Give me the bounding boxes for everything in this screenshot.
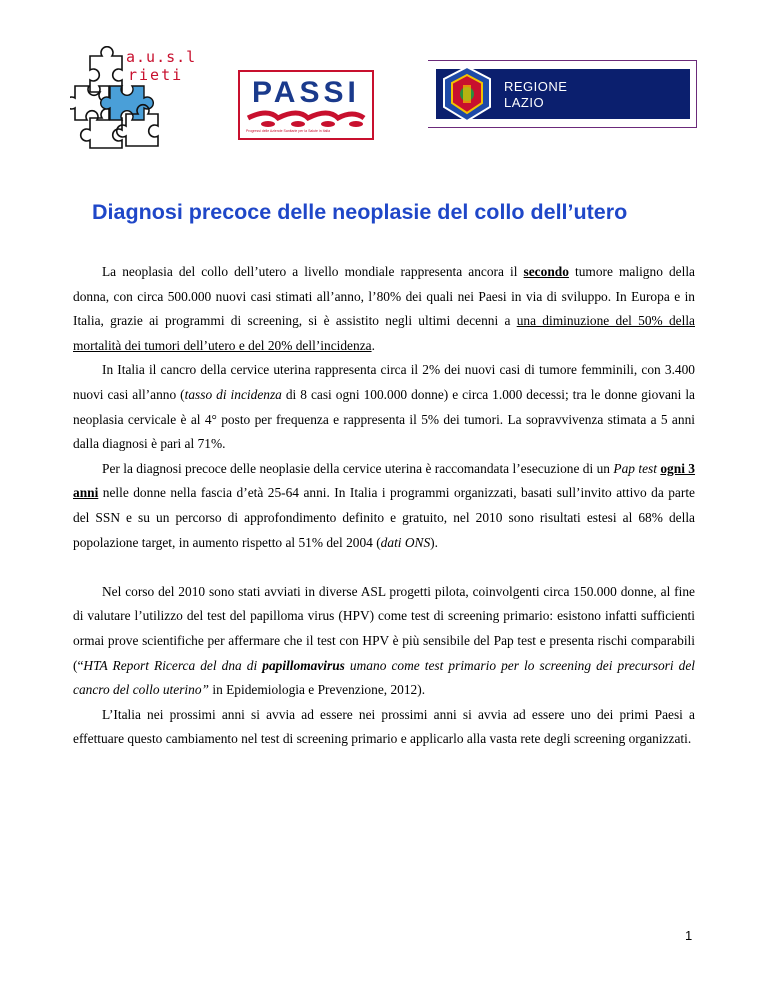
lazio-text-line1: REGIONE [504,79,568,94]
document-body [73,260,695,752]
paragraph-4: Nel corso del 2010 sono stati avviati in diverse ASL progetti pilota, coinvolgenti circa 150.000 donne, al fine di valutare l’utilizzo del test del papilloma virus (HPV) come test di screening primario: esistono infatti sufficienti ormai prove scientifiche per affermare che il test con HPV è più sensibile del Pap test e presenta rischi comparabili (“HTA Report Ricerca del dna di papillomavirus umano come test primario per lo screening dei precursori del cancro del collo uterino” in Epidemiologia e Prevenzione, 2012). [73,583,695,698]
italic-tasso-incidenza: tasso di incidenza [184,386,282,402]
document-title: Diagnosi precoce delle neoplasie del collo dell’utero [92,200,628,224]
ausl-text-line2: rieti [128,66,184,84]
paragraph-5: L’Italia nei prossimi anni si avvia ad essere nei prossimi anni si avvia ad essere uno dei primi Paesi a effettuare questo cambiamento nel test di screening primario e applicarlo alla vasta rete degli screening organizzati. [73,706,695,747]
citation-papillomavirus: papillomavirus [262,657,345,673]
italic-pap-test: Pap test [613,460,657,476]
lazio-coat-of-arms-icon [440,65,494,123]
paragraph-1: La neoplasia del collo dell’utero a livello mondiale rappresenta ancora il secondo tumore maligno della donna, con circa 500.000 nuovi casi stimati all’anno, l’80% dei quali nei Paesi in via di sviluppo. In Europa e in Italia, grazie ai programmi di screening, si è assistito negli ultimi decenni a una diminuzione del 50% della mortalità dei tumori dell’utero e del 20% dell’incidenza. [73,264,695,353]
lazio-text-line2: LAZIO [504,95,545,110]
passi-tagline: Progressi delle Aziende Sanitarie per la Salute in Italia [246,129,331,133]
italic-dati-ons: dati ONS [380,534,431,550]
ausl-rieti-logo [70,46,197,151]
underlined-statistic: una diminuzione del 50% della mortalità dei tumori dell’utero e del 20% dell’incidenza [73,313,695,353]
citation-title-part1: HTA Report Ricerca del dna di [83,657,263,673]
regione-lazio-logo [428,60,697,128]
citation-title-part2: umano come test primario per lo screening dei precursori del cancro del collo uterino” [73,657,695,698]
page-number: 1 [685,928,693,943]
ausl-text-line1: a.u.s.l [126,48,197,66]
emphasis-ogni-3-anni: ogni 3 anni [73,460,696,501]
paragraph-2: In Italia il cancro della cervice uterina rappresenta circa il 2% dei nuovi casi di tumore femminili, con 3.400 nuovi casi all’anno (tasso di incidenza di 8 casi ogni 100.000 donne) e circa 1.000 decessi; tra le donne giovani la neoplasia cervicale è al 4° posto per frequenza e rappresenta il 5% dei tumori. La sopravvivenza stimata a 5 anni dalla diagnosi è pari al 71%. [73,362,695,452]
passi-wordmark: PASSI [252,76,360,109]
emphasis-secondo: secondo [523,264,569,279]
passi-logo [238,70,374,140]
paragraph-3: Per la diagnosi precoce delle neoplasie della cervice uterina è raccomandata l’esecuzione di un Pap test ogni 3 anni nelle donne nella fascia d’età 25-64 anni. In Italia i programmi organizzati, basati sull’invito attivo da parte del SSN e su un percorso di approfondimento definito e gratuito, nel 2010 sono risultati estesi al 68% della popolazione target, in aumento rispetto al 51% del 2004 (dati ONS). [73,460,696,550]
